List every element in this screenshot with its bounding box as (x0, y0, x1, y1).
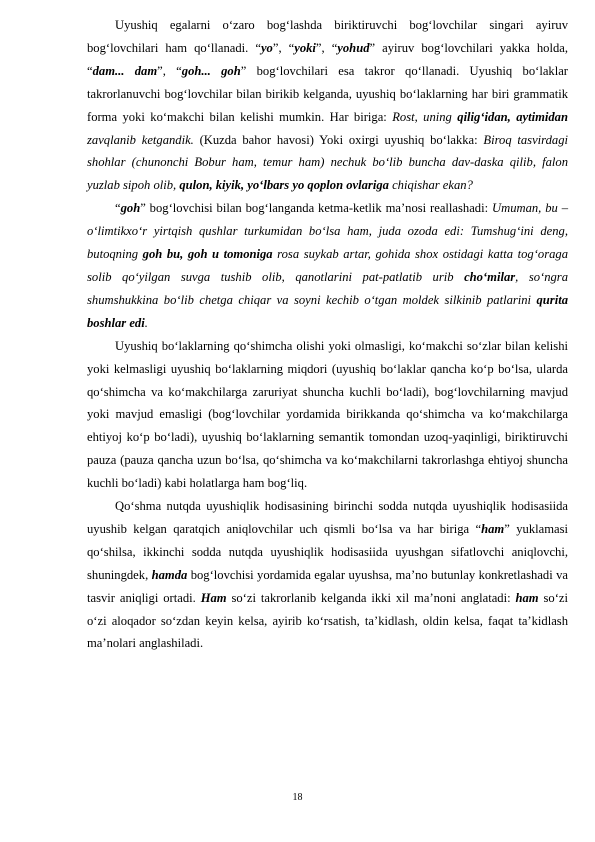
example-text: Umuman, bu – o‘limtikxo‘r yirtqish qushlar turkumidan bo‘lsa ham, juda ozoda edi: Tumshug‘ini deng, butoqning (87, 201, 569, 262)
paragraph (87, 14, 568, 197)
emphasis-text: hamda (151, 567, 188, 582)
emphasis-text: goh (120, 201, 141, 216)
text-run: ” bogʻlovchisi bilan bogʻlanganda ketma-ketlik ma’nosi reallashadi: (140, 201, 492, 216)
body-text (87, 14, 568, 655)
text-run: Uyushiq egalarni oʻzaro bogʻlashda biriktiruvchi bogʻlovchilar singari ayiruv bogʻlovchilari ham qoʻllanadi. “ (87, 18, 568, 55)
text-run: (Kuzda bahor havosi) Yoki oxirgi uyushiq boʻlakka: (193, 132, 484, 147)
emphasis-text: Ham (200, 590, 227, 605)
example-text: Biroq tasvirdagi shohlar (chunonchi Bobur ham, temur ham) nechuk bo‘lib buncha dav-daska qilib, falon yuzlab sipoh olib, (87, 132, 568, 193)
page-number: 18 (292, 792, 303, 803)
example-text: chiqishar ekan? (388, 178, 473, 193)
paragraph (87, 495, 568, 655)
text-run: Qoʻshma nutqda uyushiqlik hodisasining birinchi sodda nutqda uyushiqlik hodisasiida uyushib kelgan qaratqich aniqlovchilar uch qismli boʻlsa va har biriga “ (87, 499, 568, 536)
example-text: . (144, 315, 148, 330)
example-text: zavqlanib ketgandik. (87, 132, 194, 147)
text-run: ”, “ (157, 63, 182, 78)
emphasis-text: yoki (294, 40, 316, 55)
emphasis-text: qurita boshlar edi (87, 292, 568, 330)
text-run: “ (115, 201, 121, 216)
emphasis-text: yohud (337, 40, 370, 55)
text-run: ” bogʻlovchilari esa takror qoʻllanadi. Uyushiq boʻlaklar takrorlanuvchi bogʻlovchilar bilan birikib kelganda, uyushiq boʻlaklarning har biri grammatik forma yoki koʻmakchi bilan kelishi mumkin. Har biriga: (87, 63, 568, 124)
emphasis-text: qilig‘idan, aytimidan (457, 109, 568, 124)
emphasis-text: goh... goh (181, 63, 241, 78)
emphasis-text: qulon, kiyik, yo‘lbars yo qoplon ovlariga (179, 178, 389, 193)
text-run: ” yuklamasi qoʻshilsa, ikkinchi sodda nutqda uyushiqlik hodisasiida uyushgan sifatlovchi aniqlovchi, shuningdek, (87, 521, 568, 582)
text-run: Uyushiq boʻlaklarning qoʻshimcha olishi yoki olmasligi, koʻmakchi soʻzlar bilan kelishi yoki kelmasligi uyushiq boʻlaklarning miqdori (uyushiq boʻlaklar qancha koʻp boʻlsa, ularda qoʻshimcha va koʻmakchilarga zaruriyat shuncha kuchli boʻladi), bogʻlovchilarning mavjud yoki mavjud emasligi (bogʻlovchilar yordamida birikkanda qoʻshimcha va koʻmakchilarga ehtiyoj koʻp boʻladi), uyushiq boʻlaklarning semantik tomondan uzoq-yaqinligi, biriktiruvchi pauza (pauza qancha uzun boʻlsa, qoʻshimcha va koʻmakchilarni takrorlashga ehtiyoj shuncha kuchli boʻladi) kabi holatlarga ham bogʻliq. (87, 338, 568, 491)
emphasis-text: ham (481, 521, 505, 536)
paragraph (87, 335, 568, 495)
emphasis-text: goh bu, goh u tomoniga (142, 247, 273, 262)
emphasis-text: cho‘milar (464, 269, 516, 284)
text-run: ” ayiruv bogʻlovchilari yakka holda, “ (87, 40, 568, 78)
text-run: soʻzi takrorlanib kelganda ikki xil ma’noni anglatadi: (226, 590, 516, 605)
paragraph (87, 197, 568, 334)
text-run: ”, “ (272, 40, 295, 55)
text-run: ”, “ (315, 40, 338, 55)
emphasis-text: ham (515, 590, 539, 605)
emphasis-text: yo (260, 40, 273, 55)
emphasis-text: dam... dam (92, 63, 158, 78)
text-run: bogʻlovchisi yordamida egalar uyushsa, ma’no butunlay konkretlashadi va tasvir aniqligi ortadi. (87, 567, 568, 605)
example-text: , so‘ngra shumshukkina bo‘lib chetga chiqar va soyni kechib o‘tgan moldek silkinib patlarini (87, 269, 569, 307)
text-run: soʻzi oʻzi aloqador soʻzdan keyin kelsa, ayirib koʻrsatish, ta’kidlash, oldin kelsa, faqat ta’kidlash ma’nolari anglashiladi. (87, 590, 568, 651)
example-text: Rost, uning (392, 109, 458, 124)
example-text: rosa suykab artar, gohida shox ostidagi katta tog‘oraga solib qo‘yilgan suvga tushib olib, qanotlarini pat-patlatib urib (87, 247, 568, 284)
